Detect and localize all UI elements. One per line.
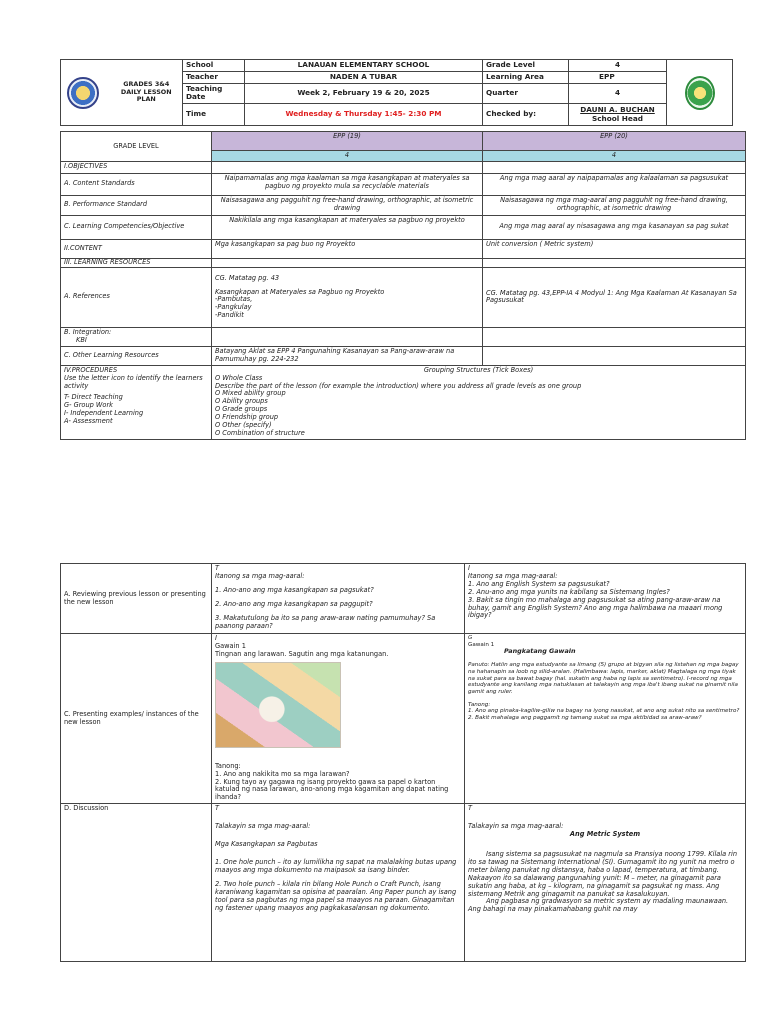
grade-level-value: 4 <box>569 60 667 72</box>
school-logo-icon <box>685 76 715 110</box>
grouping-mixed[interactable]: O Mixed ability group <box>215 389 286 398</box>
col1-title: EPP (19) <box>212 132 483 151</box>
teaching-date-value: Week 2, February 19 & 20, 2025 <box>245 83 483 104</box>
review-col1-mark: T <box>215 564 220 572</box>
procedures-label <box>61 365 212 439</box>
presenting-col1-instr: Tingnan ang larawan. Sagutin ang mga katanungan. <box>215 649 389 658</box>
grouping-title: Grouping Structures (Tick Boxes) <box>423 365 534 374</box>
resources-label: III. LEARNING RESOURCES <box>61 258 212 267</box>
teacher-label: Teacher <box>183 71 245 83</box>
content-col2: Unit conversion ( Metric system) <box>483 239 746 258</box>
ref-item-1: -Pambutas, <box>215 295 253 304</box>
presenting-col1-q1: 1. Ano ang nakikita mo sa mga larawan? <box>215 769 350 778</box>
review-col2-q3: 3. Bakit sa tingin mo mahalaga ang pagsusukat sa ating pang-araw-araw na buhay, gamit ang English System? Ano ang mga halimbawa na maaari mong ibigay? <box>468 595 723 620</box>
objectives-col1 <box>212 161 483 173</box>
presenting-col2-q2: 2. Bakit mahalaga ang paggamit ng tamang sukat sa mga aktibidad sa araw-araw? <box>468 715 702 722</box>
teacher-value: NADEN A TUBAR <box>245 71 483 83</box>
review-label: A. Reviewing previous lesson or presenting the new lesson <box>61 564 212 634</box>
legend-t: T- Direct Teaching <box>64 393 123 402</box>
time-label: Time <box>183 104 245 126</box>
grouping-combination[interactable]: O Combination of structure <box>215 428 305 437</box>
perf-std-label: B. Performance Standard <box>61 195 212 215</box>
review-col1-q3: 3. Makatutulong ba ito sa pang araw-araw nating pamumuhay? Sa paanong paraan? <box>215 613 436 630</box>
grade-level-label: Grade Level <box>483 60 569 72</box>
discussion-col2-p1: Isang sistema sa pagsusukat na nagmula sa Pransiya noong 1799. Kilala rin ito sa tawag na Sistemang International (SI). Gumagamit ito ng yunit na metro o meter bilang panukat ng distansya, haba o lapad, temperatura, at timbang. Nakaayon ito sa dalawang pangunahing yunit: M – meter, na ginagamit para sukatin ang haba, at kg – kilogram, na ginagamit sa pagsukat ng mass. Ang sistemang Metrik ang ginagamit na panukat sa kasalukuyan. <box>468 849 738 898</box>
competencies-label: C. Learning Competencies/Objective <box>61 215 212 239</box>
integration-sub: KBI <box>76 335 87 344</box>
procedures-table <box>60 563 746 962</box>
quarter-label: Quarter <box>483 83 569 104</box>
grouping-cell <box>212 365 746 439</box>
grouping-grade[interactable]: O Grade groups <box>215 405 268 414</box>
references-col2: CG. Matatag pg. 43,EPP-IA 4 Modyul 1: Ang Mga Kaalaman At Kasanayan Sa Pagsusukat <box>483 267 746 327</box>
references-col1 <box>212 267 483 327</box>
dlp-plan2: PLAN <box>136 95 156 104</box>
resources-col1 <box>212 258 483 267</box>
competencies-col2: Ang mga mag aaral ay nisasagawa ang mga kasanayan sa pag sukat <box>483 215 746 239</box>
integration-label <box>61 327 212 346</box>
presenting-col2-mark: G <box>468 635 473 641</box>
grouping-friendship[interactable]: O Friendship group <box>215 413 279 422</box>
discussion-col1-intro: Talakayin sa mga mag-aaral: <box>215 822 311 831</box>
discussion-label: D. Discussion <box>61 804 212 962</box>
discussion-col2-intro: Talakayin sa mga mag-aaral: <box>468 822 564 831</box>
presenting-col1-q2: 2. Kung tayo ay gagawa ng isang proyekto gawa sa papel o karton katulad ng nasa larawan, ano-anong mga kagamitan ang dapat nating ihanda? <box>215 777 449 802</box>
presenting-col1 <box>212 634 465 804</box>
discussion-col2 <box>465 804 746 962</box>
discussion-col1-p2: 2. Two hole punch – kilala rin bilang Hole Punch o Craft Punch, isang karaniwang kagamitan sa opisina at paaralan. Ang Paper punch ay isang tool para sa pagbutas ng mga papel sa maayos na paraan. Ginagamitan ng fastener upang maayos ang pagkakasalansan ng dokumento. <box>215 879 457 912</box>
dlp-title <box>111 60 183 126</box>
presenting-col1-tanong: Tanong: <box>215 761 241 770</box>
review-col2-mark: I <box>468 564 470 572</box>
integration-title: B. Integration: <box>64 327 112 336</box>
legend-a: A- Assessment <box>64 417 113 426</box>
objectives-col2 <box>483 161 746 173</box>
discussion-col1-p1: 1. One hole punch – ito ay lumilikha ng sapat na malalaking butas upang maayos ang mga dokumento na maipasok sa isang binder. <box>215 857 457 874</box>
dlp-grades: GRADES 3&4 <box>123 79 170 88</box>
review-col2 <box>465 564 746 634</box>
legend-i: I- Independent Learning <box>64 409 144 418</box>
col2-title: EPP (20) <box>483 132 746 151</box>
references-label: A. References <box>61 267 212 327</box>
grade-level-header: GRADE LEVEL <box>61 132 212 162</box>
review-col1-q1: 1. Ano-ano ang mga kasangkapan sa pagsukat? <box>215 585 374 594</box>
content-label: II.CONTENT <box>61 239 212 258</box>
content-std-col2: Ang mga mag aaral ay naipapamalas ang kalaalaman sa pagsusukat <box>483 173 746 195</box>
ref-cg: CG. Matatag pg. 43 <box>215 273 280 282</box>
col2-grade: 4 <box>483 151 746 162</box>
review-col1-intro: Itanong sa mga mag-aaral: <box>215 571 305 580</box>
procedures-title: IV.PROCEDURES <box>64 365 118 374</box>
perf-std-col2: Naisasagawa ng mga mag-aaral ang pagguhit ng free-hand drawing, orthographic, at isometric drawing <box>483 195 746 215</box>
paper-craft-photo <box>215 662 341 748</box>
presenting-col2-sub: Pangkatang Gawain <box>504 647 576 656</box>
grouping-whole-class-desc: Describe the part of the lesson (for example the introduction) where you address all grade levels as one group <box>215 381 582 390</box>
deped-seal-icon <box>67 77 99 109</box>
other-res-col2 <box>483 346 746 365</box>
discussion-col1-title: Mga Kasangkapan sa Pagbutas <box>215 840 318 849</box>
presenting-label: C. Presenting examples/ instances of the new lesson <box>61 634 212 804</box>
school-value: LANAUAN ELEMENTARY SCHOOL <box>245 60 483 72</box>
school-label: School <box>183 60 245 72</box>
dlp-plan: DAILY LESSON <box>120 87 172 96</box>
grouping-other[interactable]: O Other (specify) <box>215 421 272 430</box>
procedures-instr: Use the letter icon to identify the learners activity <box>64 373 203 390</box>
integration-col1 <box>212 327 483 346</box>
review-col2-intro: Itanong sa mga mag-aaral: <box>468 571 558 580</box>
competencies-col1: Nakikilala ang mga kasangkapan at materyales sa pagbuo ng proyekto <box>212 215 483 239</box>
quarter-value: 4 <box>569 83 667 104</box>
presenting-col2-panuto: Panuto: Hatiin ang mga estudyante sa limang (5) grupo at bigyan sila ng listahan ng mga bagay na hahanapin sa loob ng silid-aralan. (Halimbawa: lapis, marker, aklat) Magtalaga ng mga tiyak na sukat para sa bawat bagay (hal. sukatin ang haba ng lapis sa sentimetro). I-record ng mga estudyante ang kanilang mga natuklasan at talakayin ang mga iba't ibang sukat na ginamit nila gamit ang ruler. <box>468 662 739 695</box>
grouping-whole-class[interactable]: O Whole Class <box>215 373 263 382</box>
checked-by-value <box>569 104 667 126</box>
col1-grade: 4 <box>212 151 483 162</box>
time-value: Wednesday & Thursday 1:45- 2:30 PM <box>245 104 483 126</box>
legend-g: G- Group Work <box>64 401 113 410</box>
discussion-col2-title: Ang Metric System <box>569 830 641 839</box>
discussion-col2-mark: T <box>468 804 473 813</box>
learning-area-label: Learning Area <box>483 71 569 83</box>
review-col1 <box>212 564 465 634</box>
checked-by-label: Checked by: <box>483 104 569 126</box>
perf-std-col1: Naisasagawa ang pagguhit ng free-hand drawing, orthographic, at isometric drawing <box>212 195 483 215</box>
school-logo-cell <box>667 60 733 126</box>
content-col1: Mga kasangkapan sa pag buo ng Proyekto <box>212 239 483 258</box>
discussion-col1-mark: T <box>215 804 220 813</box>
presenting-col1-mark: I <box>215 634 217 642</box>
ref-item-3: -Pandikit <box>215 311 244 320</box>
learning-area-value: EPP <box>569 71 667 83</box>
content-std-label: A. Content Standards <box>61 173 212 195</box>
other-res-col1: Batayang Aklat sa EPP 4 Pangunahing Kasanayan sa Pang-araw-araw na Pamumuhay pg. 224-232 <box>212 346 483 365</box>
review-col2-q1: 1. Ano ang English System sa pagsusukat? <box>468 579 610 588</box>
other-res-label: C. Other Learning Resources <box>61 346 212 365</box>
discussion-col1 <box>212 804 465 962</box>
review-col2-q2: 2. Anu-ano ang mga yunits na kabilang sa Sistemang Ingles? <box>468 587 670 596</box>
grouping-ability[interactable]: O Ability groups <box>215 397 268 406</box>
ref-item-2: -Pangkulay <box>215 303 252 312</box>
teaching-date-label: Teaching Date <box>183 83 245 104</box>
deped-seal-cell <box>61 60 111 126</box>
lesson-grid-table <box>60 131 746 440</box>
discussion-col2-p2: Ang pagbasa ng gradwasyon sa metric system ay madaling maunawaan. Ang bahagi na may pinakamahabang guhit na may <box>468 897 729 914</box>
presenting-col2-title: Gawain 1 <box>468 641 495 648</box>
presenting-col2 <box>465 634 746 804</box>
ref-title: Kasangkapan at Materyales sa Pagbuo ng Proyekto <box>215 287 385 296</box>
integration-col2 <box>483 327 746 346</box>
presenting-col2-tanong: Tanong: <box>468 701 491 708</box>
content-std-col1: Naipamamalas ang mga kaalaman sa mga kasangkapan at materyales sa pagbuo ng proyekto mula sa recyclable materials <box>212 173 483 195</box>
checked-by-role: School Head <box>591 113 644 123</box>
review-col1-q2: 2. Ano-ano ang mga kasangkapan sa paggupit? <box>215 599 373 608</box>
objectives-label: I.OBJECTIVES <box>61 161 212 173</box>
presenting-col2-q1: 1. Ano ang pinaka-kagiliw-giliw na bagay na iyong nasukat, at ano ang sukat nito sa sentimetro? <box>468 708 740 715</box>
checked-by-name: DAUNI A. BUCHAN <box>580 104 655 114</box>
resources-col2 <box>483 258 746 267</box>
presenting-col1-title: Gawain 1 <box>215 641 246 650</box>
header-table <box>60 59 733 126</box>
